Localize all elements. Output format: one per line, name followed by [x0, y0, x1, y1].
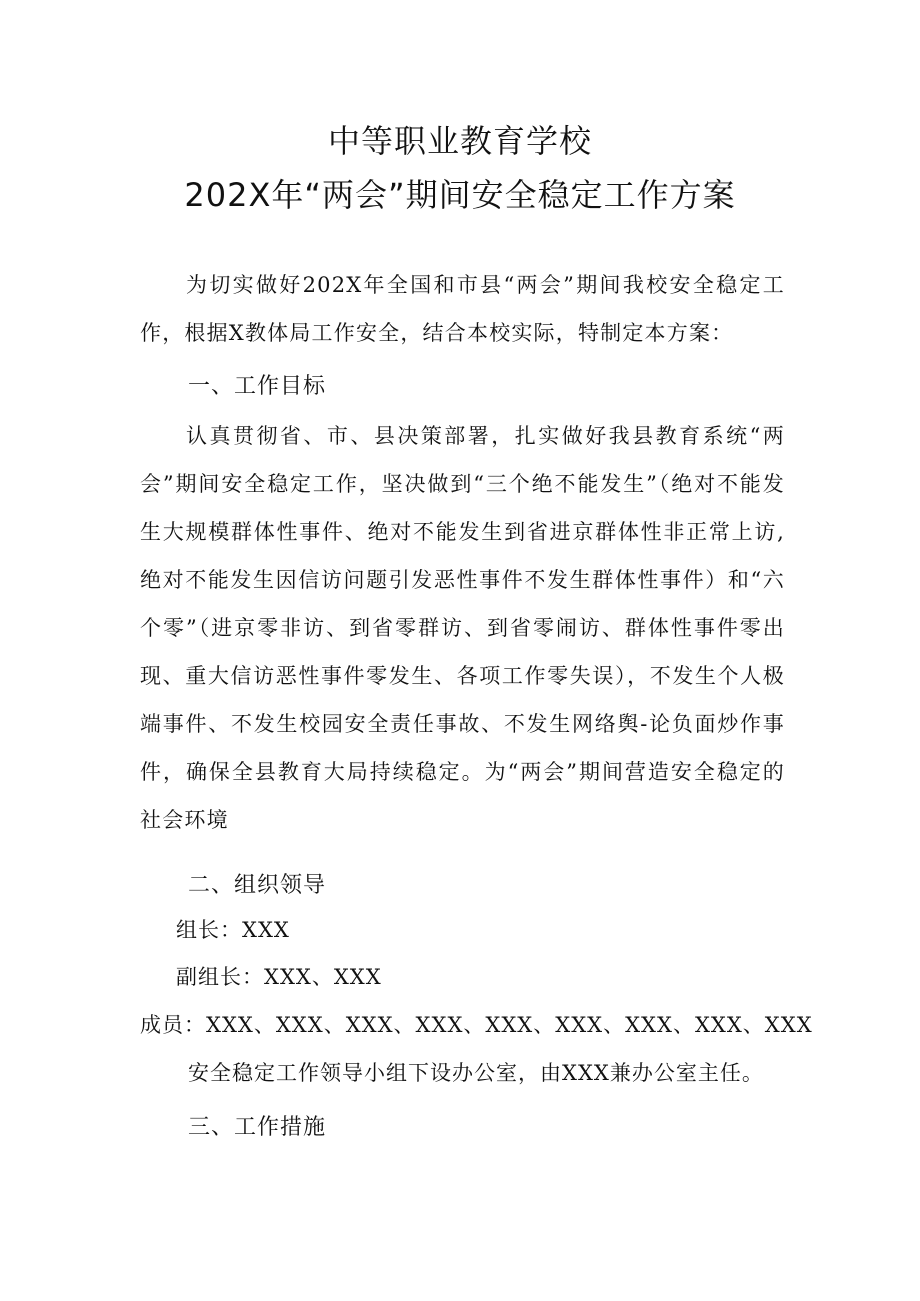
office-line: 安全稳定工作领导小组下设办公室，由XXX兼办公室主任。 [188, 1061, 764, 1085]
title-line-1: 中等职业教育学校 [327, 122, 592, 160]
section-3-heading: 三、工作措施 [188, 1115, 327, 1140]
members-line: 成员：XXX、XXX、XXX、XXX、XXX、XXX、XXX、XXX、XXX [140, 1013, 813, 1037]
section-1-heading: 一、工作目标 [188, 374, 327, 399]
section-1-paragraph: 认真贯彻省、市、县决策部署，扎实做好我县教育系统“两会”期间安全稳定工作，坚决做到“三个绝不能发生”（绝对不能发生大规模群体性事件、绝对不能发生到省进京群体性非正常上访,绝对不能发生因信访问题引发恶性事件不发生群体性事件）和“六个零”（进京零非访、到省零群访、到省零闹访、群体性事件零出现、重大信访恶性事件零发生、各项工作零失误），不发生个人极端事件、不发生校园安全责任事故、不发生网络舆-论负面炒作事件，确保全县教育大局持续稳定。为“两会”期间营造安全稳定的社会环境 [140, 424, 785, 832]
title-line-2: 202X年“两会”期间安全稳定工作方案 [184, 176, 736, 214]
section-2-heading: 二、组织领导 [188, 873, 327, 898]
leader-line: 组长：XXX [176, 918, 290, 942]
deputy-leader-line: 副组长：XXX、XXX [176, 965, 382, 989]
intro-paragraph: 为切实做好202X年全国和市县“两会”期间我校安全稳定工作，根据X教体局工作安全，结合本校实际，特制定本方案： [140, 273, 785, 345]
